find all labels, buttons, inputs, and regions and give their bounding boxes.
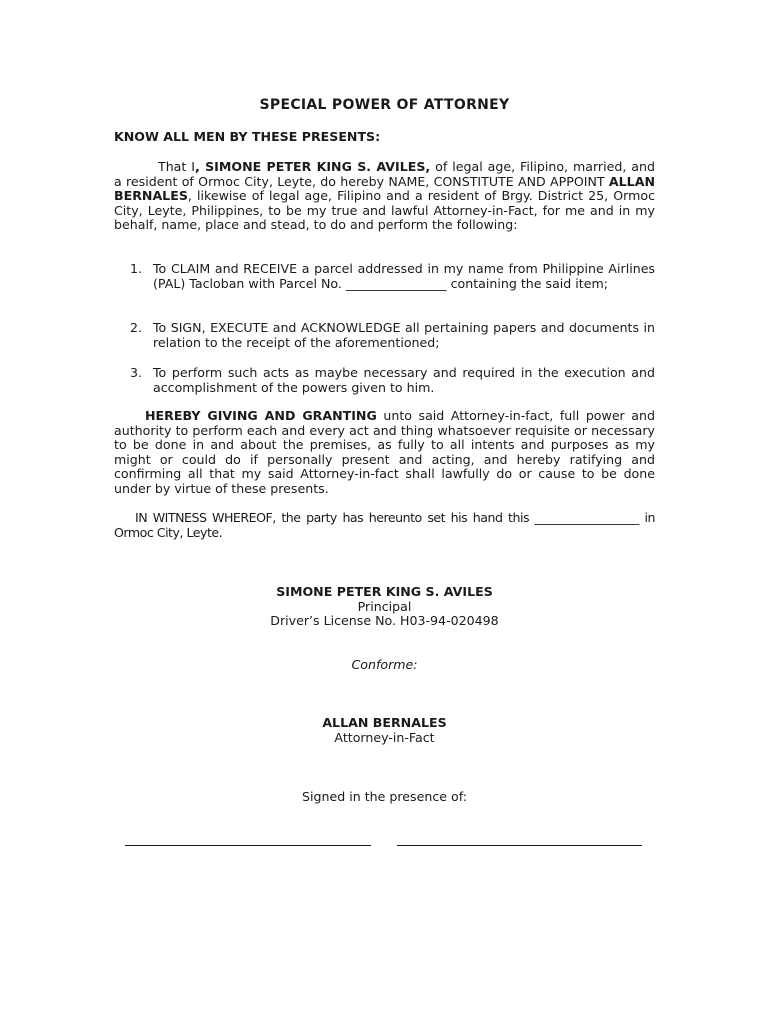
appointment-text-3: , likewise of legal age, Filipino and a resident of Brgy. District 25, Ormoc City, Leyte, Philippines, to be my true and lawful Attorney-in-Fact, for me and in my behalf, name, place and stead, to do and perform the following: <box>114 188 655 233</box>
principal-name-inline: , SIMONE PETER KING S. AVILES, <box>194 159 431 174</box>
attorney-name: ALLAN BERNALES <box>322 715 447 730</box>
conforme-label: Conforme: <box>351 657 418 672</box>
list-item-number: 2. <box>130 320 143 335</box>
attorney-role: Attorney-in-Fact <box>334 730 435 745</box>
list-item-text: To CLAIM and RECEIVE a parcel addressed in my name from Philippine Airlines (PAL) Tacloban with Parcel No. ________________ containing the said item; <box>153 261 655 291</box>
witness-paragraph: IN WITNESS WHEREOF, the party has hereunto set his hand this __________________ in Ormoc City, Leyte. <box>114 510 655 540</box>
know-all-heading: KNOW ALL MEN BY THESE PRESENTS: <box>114 129 381 144</box>
attorney-name-inline: ALLAN BERNALES <box>114 173 655 204</box>
principal-license: Driver’s License No. H03-94-020498 <box>270 613 499 628</box>
principal-role: Principal <box>357 599 412 614</box>
list-item-text: To perform such acts as maybe necessary and required in the execution and accomplishment of the powers given to him. <box>153 365 655 395</box>
witness-signature-line-left <box>125 845 371 846</box>
document-title: SPECIAL POWER OF ATTORNEY <box>259 97 510 113</box>
granting-heading: HEREBY GIVING AND GRANTING <box>145 408 377 423</box>
list-item-text: To SIGN, EXECUTE and ACKNOWLEDGE all pertaining papers and documents in relation to the receipt of the aforementioned; <box>153 320 655 350</box>
list-item-number: 3. <box>130 365 143 380</box>
granting-text: unto said Attorney-in-fact, full power and authority to perform each and every act and thing whatsoever requisite or necessary to be done in and about the premises, as fully to all intents and purposes as my might or could do if personally present and acting, and hereby ratifying and confirming all that my said Attorney-in-fact shall lawfully do or cause to be done under by virtue of these presents. <box>114 408 655 496</box>
appointment-paragraph <box>114 160 655 233</box>
list-item-number: 1. <box>130 261 143 276</box>
signed-presence-label: Signed in the presence of: <box>302 789 467 804</box>
witness-signature-line-right <box>397 845 642 846</box>
appointment-text-1: That I <box>158 159 195 174</box>
appointment-text-2: of legal age, Filipino, married, and a resident of Ormoc City, Leyte, do hereby NAME, CONSTITUTE AND APPOINT <box>114 159 655 189</box>
granting-paragraph <box>114 409 655 497</box>
principal-name: SIMONE PETER KING S. AVILES <box>276 584 493 599</box>
